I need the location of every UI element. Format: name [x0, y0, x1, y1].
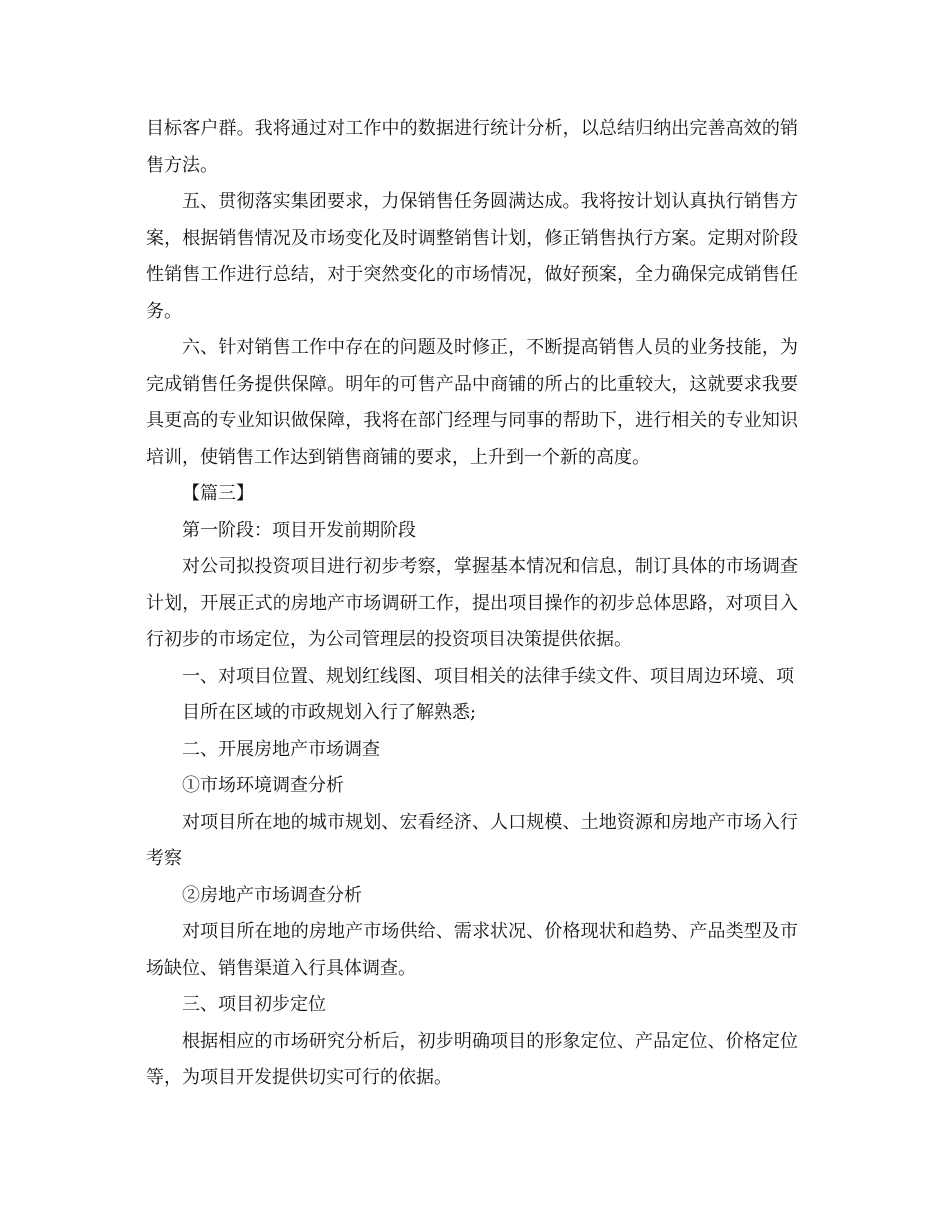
sub-item: ②房地产市场调查分析	[182, 884, 362, 906]
paragraph: 对项目所在地的城市规划、宏看经济、人口规模、土地资源和房地产市场入行考察	[146, 811, 798, 869]
paragraph: 对公司拟投资项目进行初步考察，掌握基本情况和信息，制订具体的市场调查计划，开展正式的房地产市场调研工作，提出项目操作的初步总体思路，对项目入行初步的市场定位，为公司管理层的投资项目决策提供依据。	[146, 556, 798, 650]
paragraph: 对项目所在地的房地产市场供给、需求状况、价格现状和趋势、产品类型及市场缺位、销售渠道入行具体调查。	[146, 921, 798, 979]
list-item-continuation: 目所在区域的市政规划入行了解熟悉;	[182, 702, 477, 723]
paragraph: 根据相应的市场研究分析后，初步明确项目的形象定位、产品定位、价格定位等，为项目开发提供切实可行的依据。	[146, 1030, 798, 1088]
section-heading: 【篇三】	[182, 483, 254, 504]
list-item: 二、开展房地产市场调查	[182, 738, 380, 760]
document-page	[146, 111, 798, 1097]
sub-item: ①市场环境调查分析	[182, 775, 344, 796]
paragraph: 目标客户群。我将通过对工作中的数据进行统计分析，以总结归纳出完善高效的销售方法。	[146, 118, 798, 176]
paragraph: 五、贯彻落实集团要求，力保销售任务圆满达成。我将按计划认真执行销售方案，根据销售情况及市场变化及时调整销售计划，修正销售执行方案。定期对阶段性销售工作进行总结，对于突然变化的市场情况，做好预案，全力确保完成销售任务。	[146, 191, 798, 322]
paragraph: 六、针对销售工作中存在的问题及时修正，不断提高销售人员的业务技能，为完成销售任务提供保障。明年的可售产品中商铺的所占的比重较大，这就要求我要具更高的专业知识做保障，我将在部门经理与同事的帮助下，进行相关的专业知识培训，使销售工作达到销售商铺的要求，上升到一个新的高度。	[146, 337, 798, 468]
list-item: 一、对项目位置、规划红线图、项目相关的法律手续文件、项目周边环境、项	[182, 665, 794, 687]
list-item: 三、项目初步定位	[182, 994, 326, 1015]
phase-heading: 第一阶段：项目开发前期阶段	[182, 519, 416, 541]
